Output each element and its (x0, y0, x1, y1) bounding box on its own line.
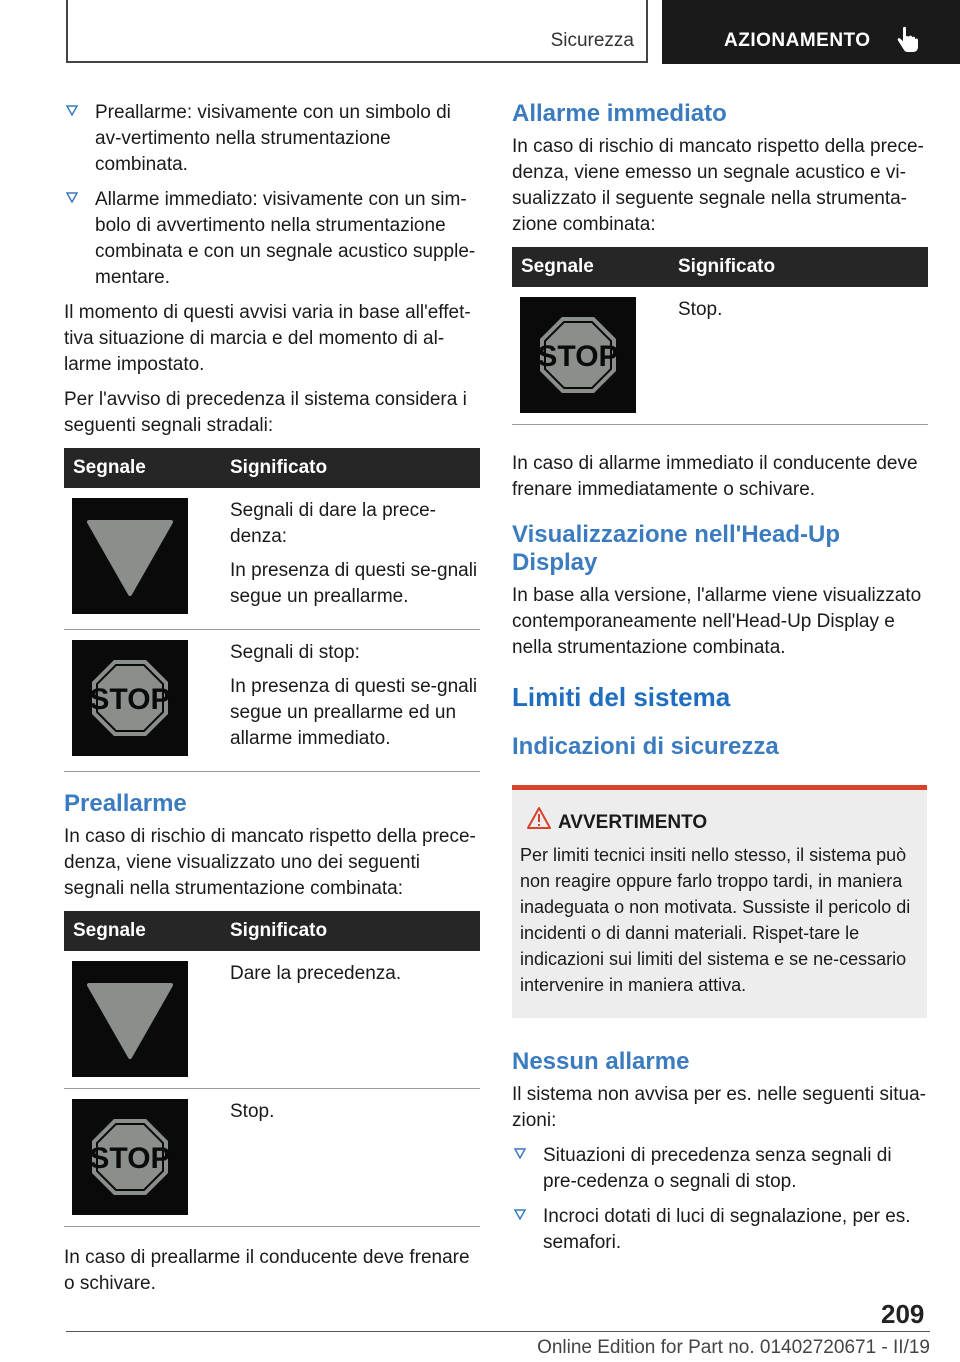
table-row (512, 287, 928, 425)
bullet-text: Incroci dotati di luci di segnalazione, per es. semafori. (543, 1206, 911, 1253)
table-header-significato: Significato (230, 448, 480, 488)
list-item (64, 187, 479, 291)
table-header-significato: Significato (678, 247, 928, 287)
heading-allarme-immediato: Allarme immediato (512, 100, 727, 127)
signs-table-3 (512, 247, 928, 425)
header-chapter-box (662, 0, 960, 64)
stop-sign-text: STOP (537, 340, 619, 373)
paragraph-nessun: Il sistema non avvisa per es. nelle seguenti situa-zioni: (512, 1084, 926, 1131)
meaning-text: Segnali di stop: (230, 642, 360, 663)
bullet-triangle-icon (514, 1147, 526, 1160)
stop-sign-icon (72, 640, 188, 756)
table-row (64, 951, 480, 1089)
footer-divider (66, 1331, 930, 1332)
paragraph-signs-intro: Per l'avviso di precedenza il sistema considera i seguenti segnali stradali: (64, 389, 467, 436)
warning-box (512, 785, 927, 1018)
warning-triangle-icon (526, 806, 552, 830)
table-row (64, 488, 480, 630)
paragraph-preallarme: In caso di rischio di mancato rispetto della prece-denza, viene visualizzato uno dei seguenti segnali nella strumentazione combinata: (64, 826, 476, 899)
header-section-box (66, 0, 648, 63)
list-item (512, 1143, 927, 1195)
heading-indicazioni-sicurezza: Indicazioni di sicurezza (512, 733, 779, 760)
table-row (64, 630, 480, 772)
header-section-title: Sicurezza (550, 30, 634, 51)
meaning-text: Dare la precedenza. (230, 963, 402, 984)
paragraph-allarme-closing: In caso di allarme immediato il conducente deve frenare immediatamente o schivare. (512, 453, 918, 500)
signs-table-1 (64, 448, 480, 772)
stop-sign-text: STOP (89, 1142, 171, 1175)
hand-pointer-icon (894, 26, 920, 54)
paragraph-preallarme-closing: In caso di preallarme il conducente deve frenare o schivare. (64, 1247, 470, 1294)
table-header-segnale: Segnale (64, 448, 230, 488)
signs-table-2 (64, 911, 480, 1227)
table-header-segnale: Segnale (64, 911, 230, 951)
meaning-text: Segnali di dare la prece-denza: (230, 500, 436, 547)
left-column (64, 100, 479, 1306)
list-item (64, 100, 479, 178)
footer-edition: Online Edition for Part no. 01402720671 - II/19 (537, 1337, 930, 1358)
meaning-text: Stop. (230, 1101, 275, 1122)
bullet-triangle-icon (66, 191, 78, 204)
warning-text: Per limiti tecnici insiti nello stesso, il sistema può non reagire oppure farlo troppo tardi, in maniera inadeguata o non motivata. Sussiste il pericolo di incidenti o di danni materiali. Rispet-tare le indicazioni sui limiti del sistema e se ne-cessario intervenire in maniera attiva. (520, 845, 911, 995)
stop-sign-text: STOP (89, 683, 171, 716)
warning-title-row (520, 810, 919, 836)
stop-sign-icon (72, 1099, 188, 1215)
table-header-segnale: Segnale (512, 247, 678, 287)
meaning-text: In presenza di questi se-gnali segue un preallarme. (230, 560, 478, 607)
page-number: 209 (881, 1299, 925, 1329)
yield-sign-icon (72, 498, 188, 614)
paragraph-allarme: In caso di rischio di mancato rispetto della prece-denza, viene emesso un segnale acustico e vi-sualizzato il seguente segnale nella strumenta-zione combinata: (512, 136, 924, 235)
page-header (0, 0, 960, 66)
table-row (64, 1089, 480, 1227)
meaning-text: In presenza di questi se-gnali segue un preallarme ed un allarme immediato. (230, 676, 478, 749)
heading-preallarme: Preallarme (64, 790, 187, 817)
bullet-text: Preallarme: visivamente con un simbolo di av-vertimento nella strumentazione combinata. (95, 102, 451, 175)
right-column (512, 100, 927, 1265)
bullet-text: Allarme immediato: visivamente con un sim-bolo di avvertimento nella strumentazione combinata e con un segnale acustico supple-mentare. (95, 189, 476, 288)
bullet-triangle-icon (66, 104, 78, 117)
paragraph-timing: Il momento di questi avvisi varia in base all'effet-tiva situazione di marcia e del momento di al-larme impostato. (64, 302, 471, 375)
meaning-text: Stop. (678, 299, 723, 320)
bullet-text: Situazioni di precedenza senza segnali di pre-cedenza o segnali di stop. (543, 1145, 892, 1192)
list-item (512, 1204, 927, 1256)
yield-sign-icon (72, 961, 188, 1077)
header-chapter-title: AZIONAMENTO (724, 30, 871, 51)
bullet-triangle-icon (514, 1208, 526, 1221)
warning-title: AVVERTIMENTO (558, 812, 708, 833)
paragraph-hud: In base alla versione, l'allarme viene visualizzato contemporaneamente nell'Head-Up Display e nella strumentazione combinata. (512, 585, 922, 658)
table-header-significato: Significato (230, 911, 480, 951)
heading-limiti: Limiti del sistema (512, 682, 731, 712)
stop-sign-icon (520, 297, 636, 413)
heading-nessun-allarme: Nessun allarme (512, 1048, 690, 1075)
heading-hud: Visualizzazione nell'Head-Up Display (512, 521, 841, 576)
